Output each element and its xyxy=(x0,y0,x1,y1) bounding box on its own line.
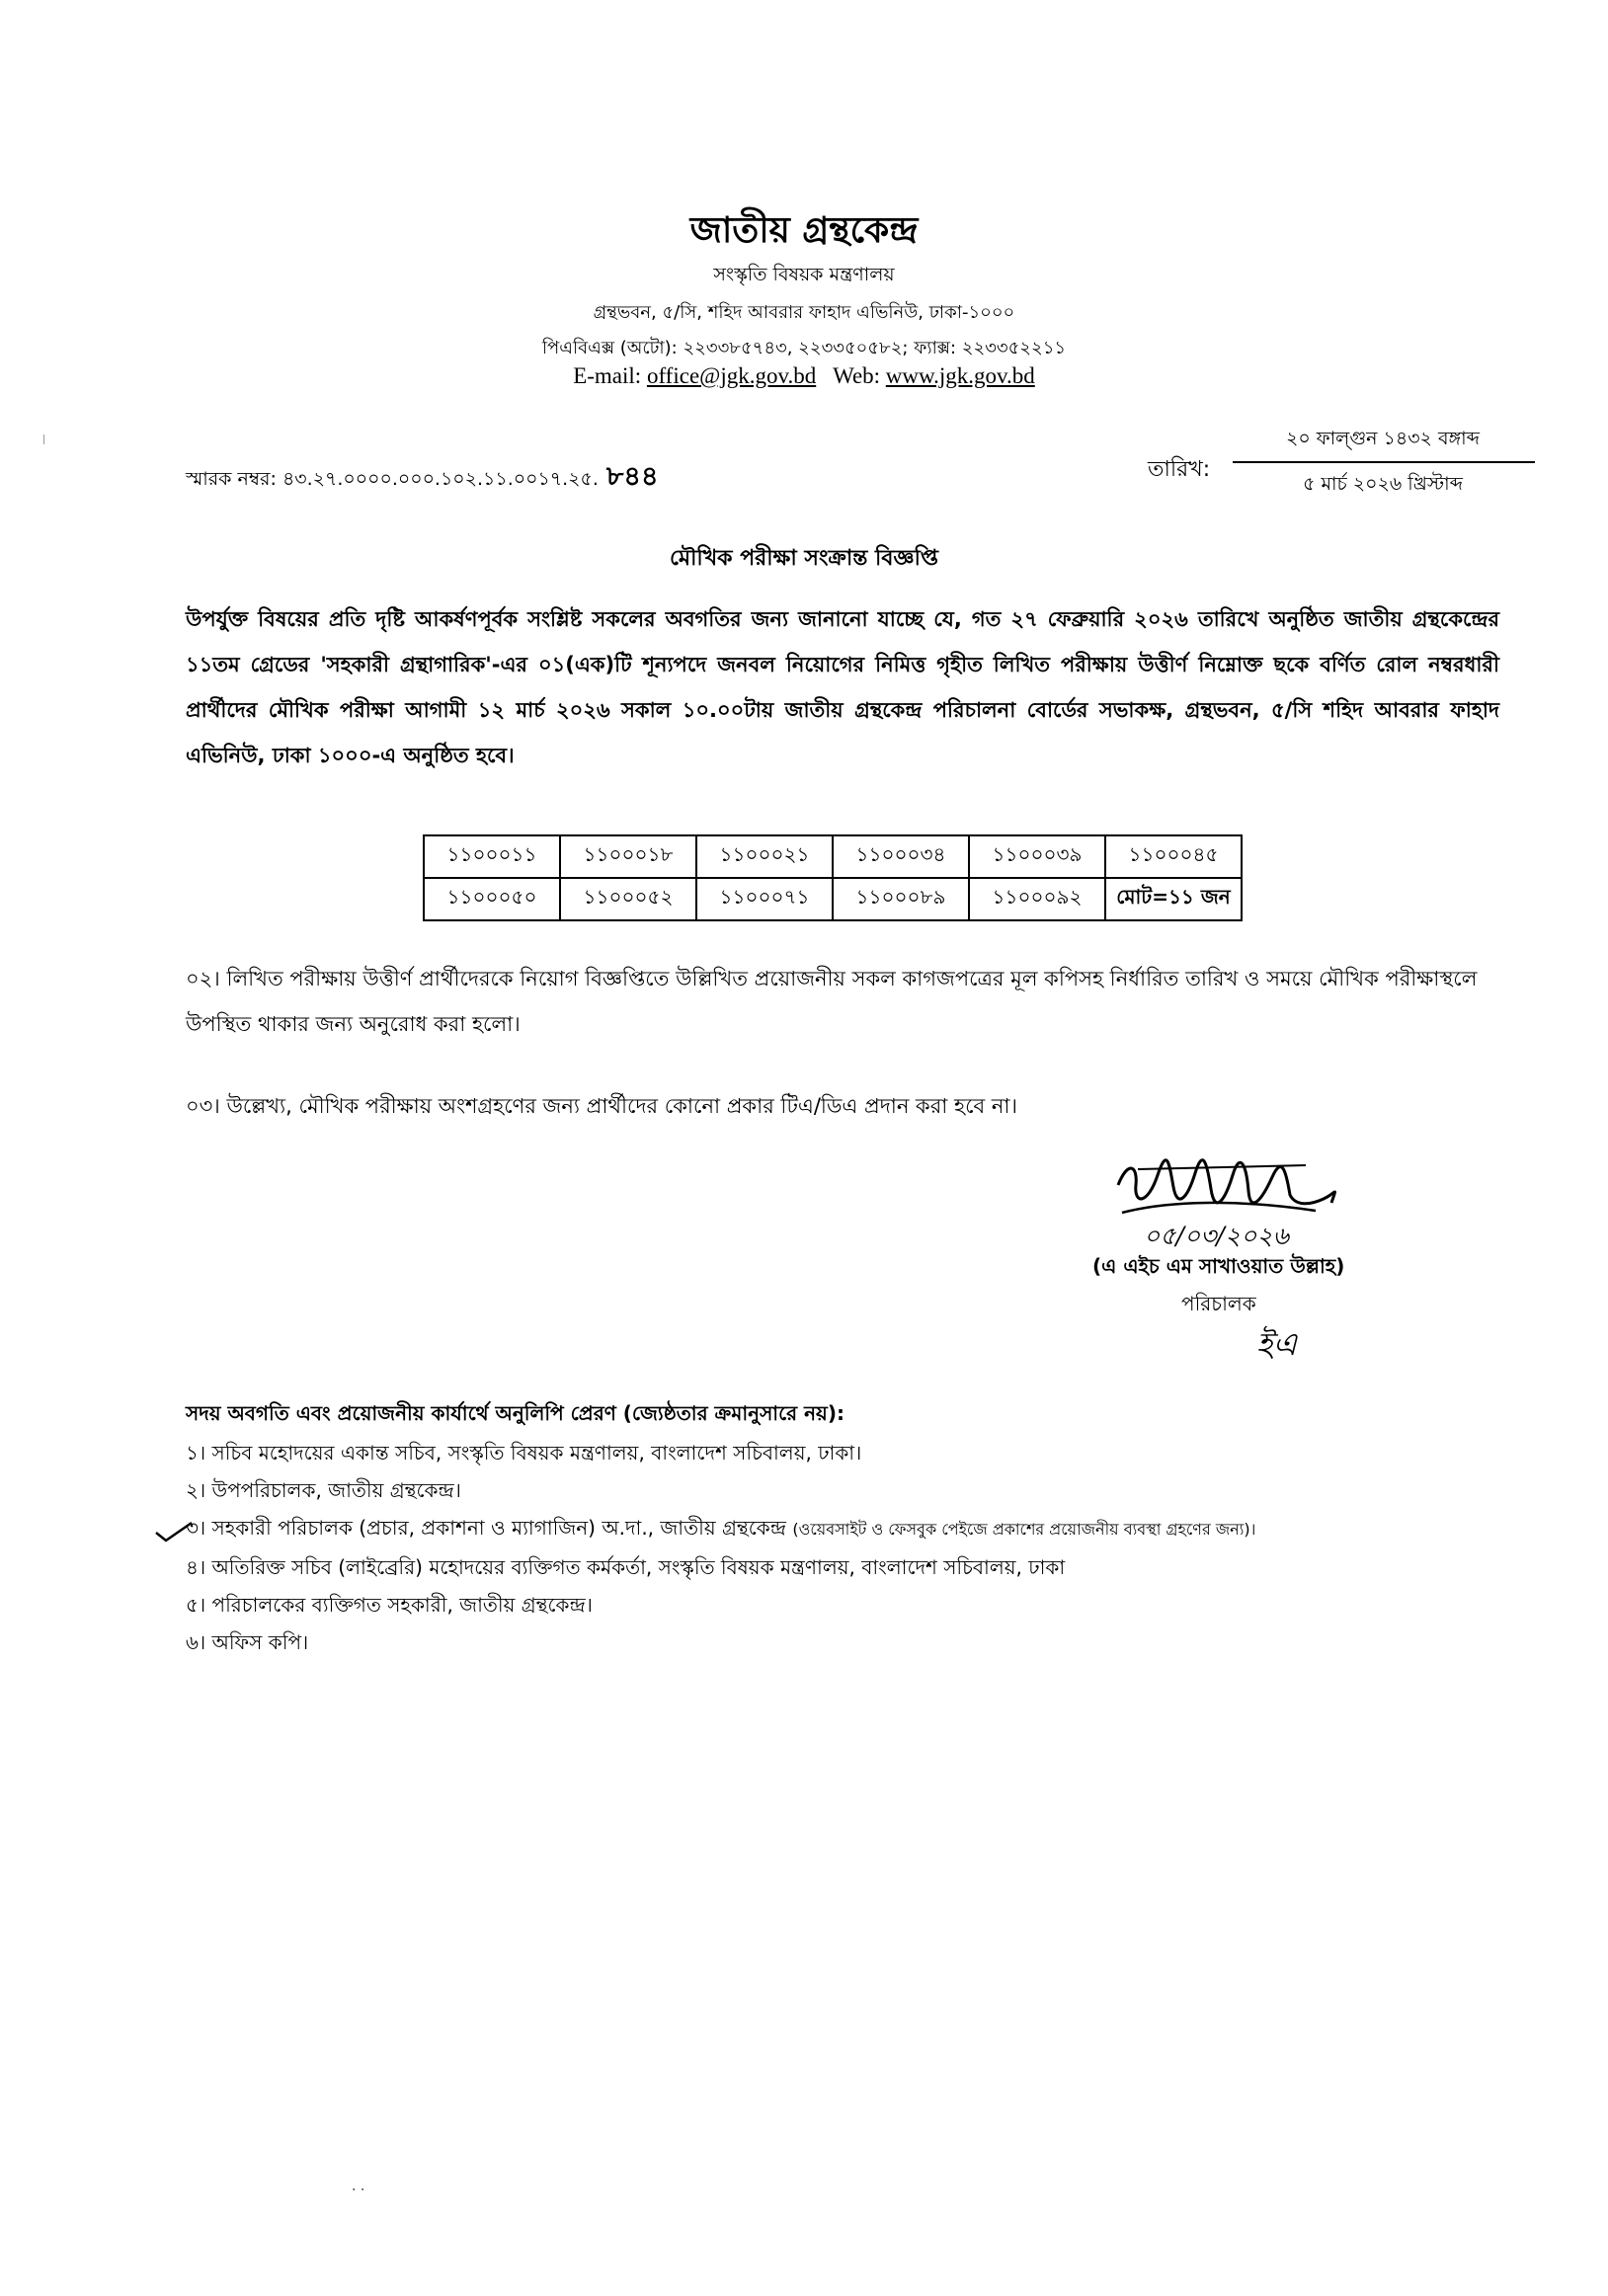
email-label: E-mail: xyxy=(573,363,642,388)
org-address: গ্রন্থভবন, ৫/সি, শহিদ আবরার ফাহাদ এভিনিউ, ঢাকা-১০০০ xyxy=(593,302,1015,323)
paragraph-1: উপর্যুক্ত বিষয়ের প্রতি দৃষ্টি আকর্ষণপূর্বক সংশ্লিষ্ট সকলের অবগতির জন্য জানানো যাচ্ছে যে, গত ২৭ ফেব্রুয়ারি ২০২৬ তারিখে অনুষ্ঠিত জাতীয় গ্রন্থকেন্দ্রের ১১তম গ্রেডের 'সহকারী গ্রন্থাগারিক'-এর ০১(এক)টি শূন্যপদে জনবল নিয়োগের নিমিত্ত গৃহীত লিখিত পরীক্ষায় উত্তীর্ণ নিম্নোক্ত ছকে বর্ণিত রোল নম্বরধারী প্রার্থীদের মৌখিক পরীক্ষা আগামী ১২ মার্চ ২০২৬ সকাল ১০.০০টায় জাতীয় গ্রন্থকেন্দ্র পরিচালনা বোর্ডের সভাকক্ষ, গ্রন্থভবন, ৫/সি শহিদ আবরার ফাহাদ এভিনিউ, ঢাকা ১০০০-এ অনুষ্ঠিত হবে। xyxy=(186,607,1499,767)
roll-number-table xyxy=(423,834,1243,921)
cc-list xyxy=(186,1434,1255,1661)
roll-cell: ১১০০০১১ xyxy=(424,835,560,878)
list-item: ৬। অফিস কপি। xyxy=(186,1630,309,1654)
email-link[interactable]: office@jgk.gov.bd xyxy=(646,363,817,388)
memo-label: স্মারক নম্বর: xyxy=(186,468,277,490)
roll-cell: ১১০০০৭১ xyxy=(696,878,833,920)
roll-cell: ১১০০০৮৯ xyxy=(833,878,969,920)
table-row xyxy=(424,835,1242,878)
signer-name: (এ এইচ এম সাখাওয়াত উল্লাহ) xyxy=(1092,1254,1345,1278)
org-title: জাতীয় গ্রন্থকেন্দ্র xyxy=(689,210,919,251)
list-item-text: ৩। সহকারী পরিচালক (প্রচার, প্রকাশনা ও ম্যাগাজিন) অ.দা., জাতীয় গ্রন্থকেন্দ্র xyxy=(186,1516,786,1540)
date-bangla: ২০ ফাল্গুন ১৪৩২ বঙ্গাব্দ xyxy=(1286,428,1480,449)
roll-cell: ১১০০০৫০ xyxy=(424,878,560,920)
roll-cell: ১১০০০৫২ xyxy=(560,878,696,920)
table-row xyxy=(424,878,1242,920)
cc-heading: সদয় অবগতি এবং প্রয়োজনীয় কার্যার্থে অনুলিপি প্রেরণ (জ্যেষ্ঠতার ক্রমানুসারে নয়): xyxy=(186,1401,844,1425)
memo-value: ৪৩.২৭.০০০০.০০০.১০২.১১.০০১৭.২৫. xyxy=(281,468,599,490)
subject-heading: মৌখিক পরীক্ষা সংক্রান্ত বিজ্ঞপ্তি xyxy=(670,546,938,571)
date-label: তারিখ: xyxy=(1148,457,1211,482)
list-item xyxy=(186,1509,1255,1548)
web-label: Web: xyxy=(833,363,881,388)
contact-line xyxy=(0,363,1608,389)
list-item: ৫। পরিচালকের ব্যক্তিগত সহকারী, জাতীয় গ্রন্থকেন্দ্র। xyxy=(186,1593,593,1617)
scan-mark xyxy=(43,435,44,444)
paragraph-2: ০২। লিখিত পরীক্ষায় উত্তীর্ণ প্রার্থীদেরকে নিয়োগ বিজ্ঞপ্তিতে উল্লিখিত প্রয়োজনীয় সকল কাগজপত্রের মূল কপিসহ নির্ধারিত তারিখ ও সময়ে মৌখিক পরীক্ষাস্থলে উপস্থিত থাকার জন্য অনুরোধ করা হলো। xyxy=(186,967,1478,1036)
list-item-note: (ওয়েবসাইট ও ফেসবুক পেইজে প্রকাশের প্রয়োজনীয় ব্যবস্থা গ্রহণের জন্য)। xyxy=(792,1520,1256,1539)
total-cell: মোট=১১ জন xyxy=(1105,878,1242,920)
roll-cell: ১১০০০৩৪ xyxy=(833,835,969,878)
signature-date: ০৫/০৩/২০২৬ xyxy=(1144,1222,1289,1250)
roll-cell: ১১০০০১৮ xyxy=(560,835,696,878)
roll-cell: ১১০০০৯২ xyxy=(969,878,1105,920)
memo-number xyxy=(186,456,658,501)
ministry-name: সংস্কৃতি বিষয়ক মন্ত্রণালয় xyxy=(713,264,895,285)
list-item: ২। উপপরিচালক, জাতীয় গ্রন্থকেন্দ্র। xyxy=(186,1478,461,1502)
org-phone: পিএবিএক্স (অটো): ২২৩৩৮৫৭৪৩, ২২৩৩৫০৫৮২; ফ্যাক্স: ২২৩৩৫২২১১ xyxy=(541,338,1067,358)
roll-cell: ১১০০০৪৫ xyxy=(1105,835,1242,878)
handwritten-initials: ইএ xyxy=(1256,1325,1297,1363)
scan-speck: · · xyxy=(352,2182,365,2198)
list-item: ৪। অতিরিক্ত সচিব (লাইব্রেরি) মহোদয়ের ব্যক্তিগত কর্মকর্তা, সংস্কৃতি বিষয়ক মন্ত্রণালয়, বাংলাদেশ সচিবালয়, ঢাকা xyxy=(186,1555,1066,1579)
list-item: ১। সচিব মহোদয়ের একান্ত সচিব, সংস্কৃতি বিষয়ক মন্ত্রণালয়, বাংলাদেশ সচিবালয়, ঢাকা। xyxy=(186,1441,862,1465)
date-gregorian: ৫ মার্চ ২০২৬ খ্রিস্টাব্দ xyxy=(1303,473,1463,495)
roll-cell: ১১০০০৩৯ xyxy=(969,835,1105,878)
date-divider xyxy=(1233,461,1535,463)
paragraph-3: ০৩। উল্লেখ্য, মৌখিক পরীক্ষায় অংশগ্রহণের জন্য প্রার্থীদের কোনো প্রকার টিএ/ডিএ প্রদান করা হবে না। xyxy=(186,1094,1018,1118)
web-link[interactable]: www.jgk.gov.bd xyxy=(885,363,1035,388)
roll-cell: ১১০০০২১ xyxy=(696,835,833,878)
memo-handwritten-suffix: ৮৪৪ xyxy=(605,461,659,492)
signer-title: পরিচালক xyxy=(1181,1292,1256,1315)
